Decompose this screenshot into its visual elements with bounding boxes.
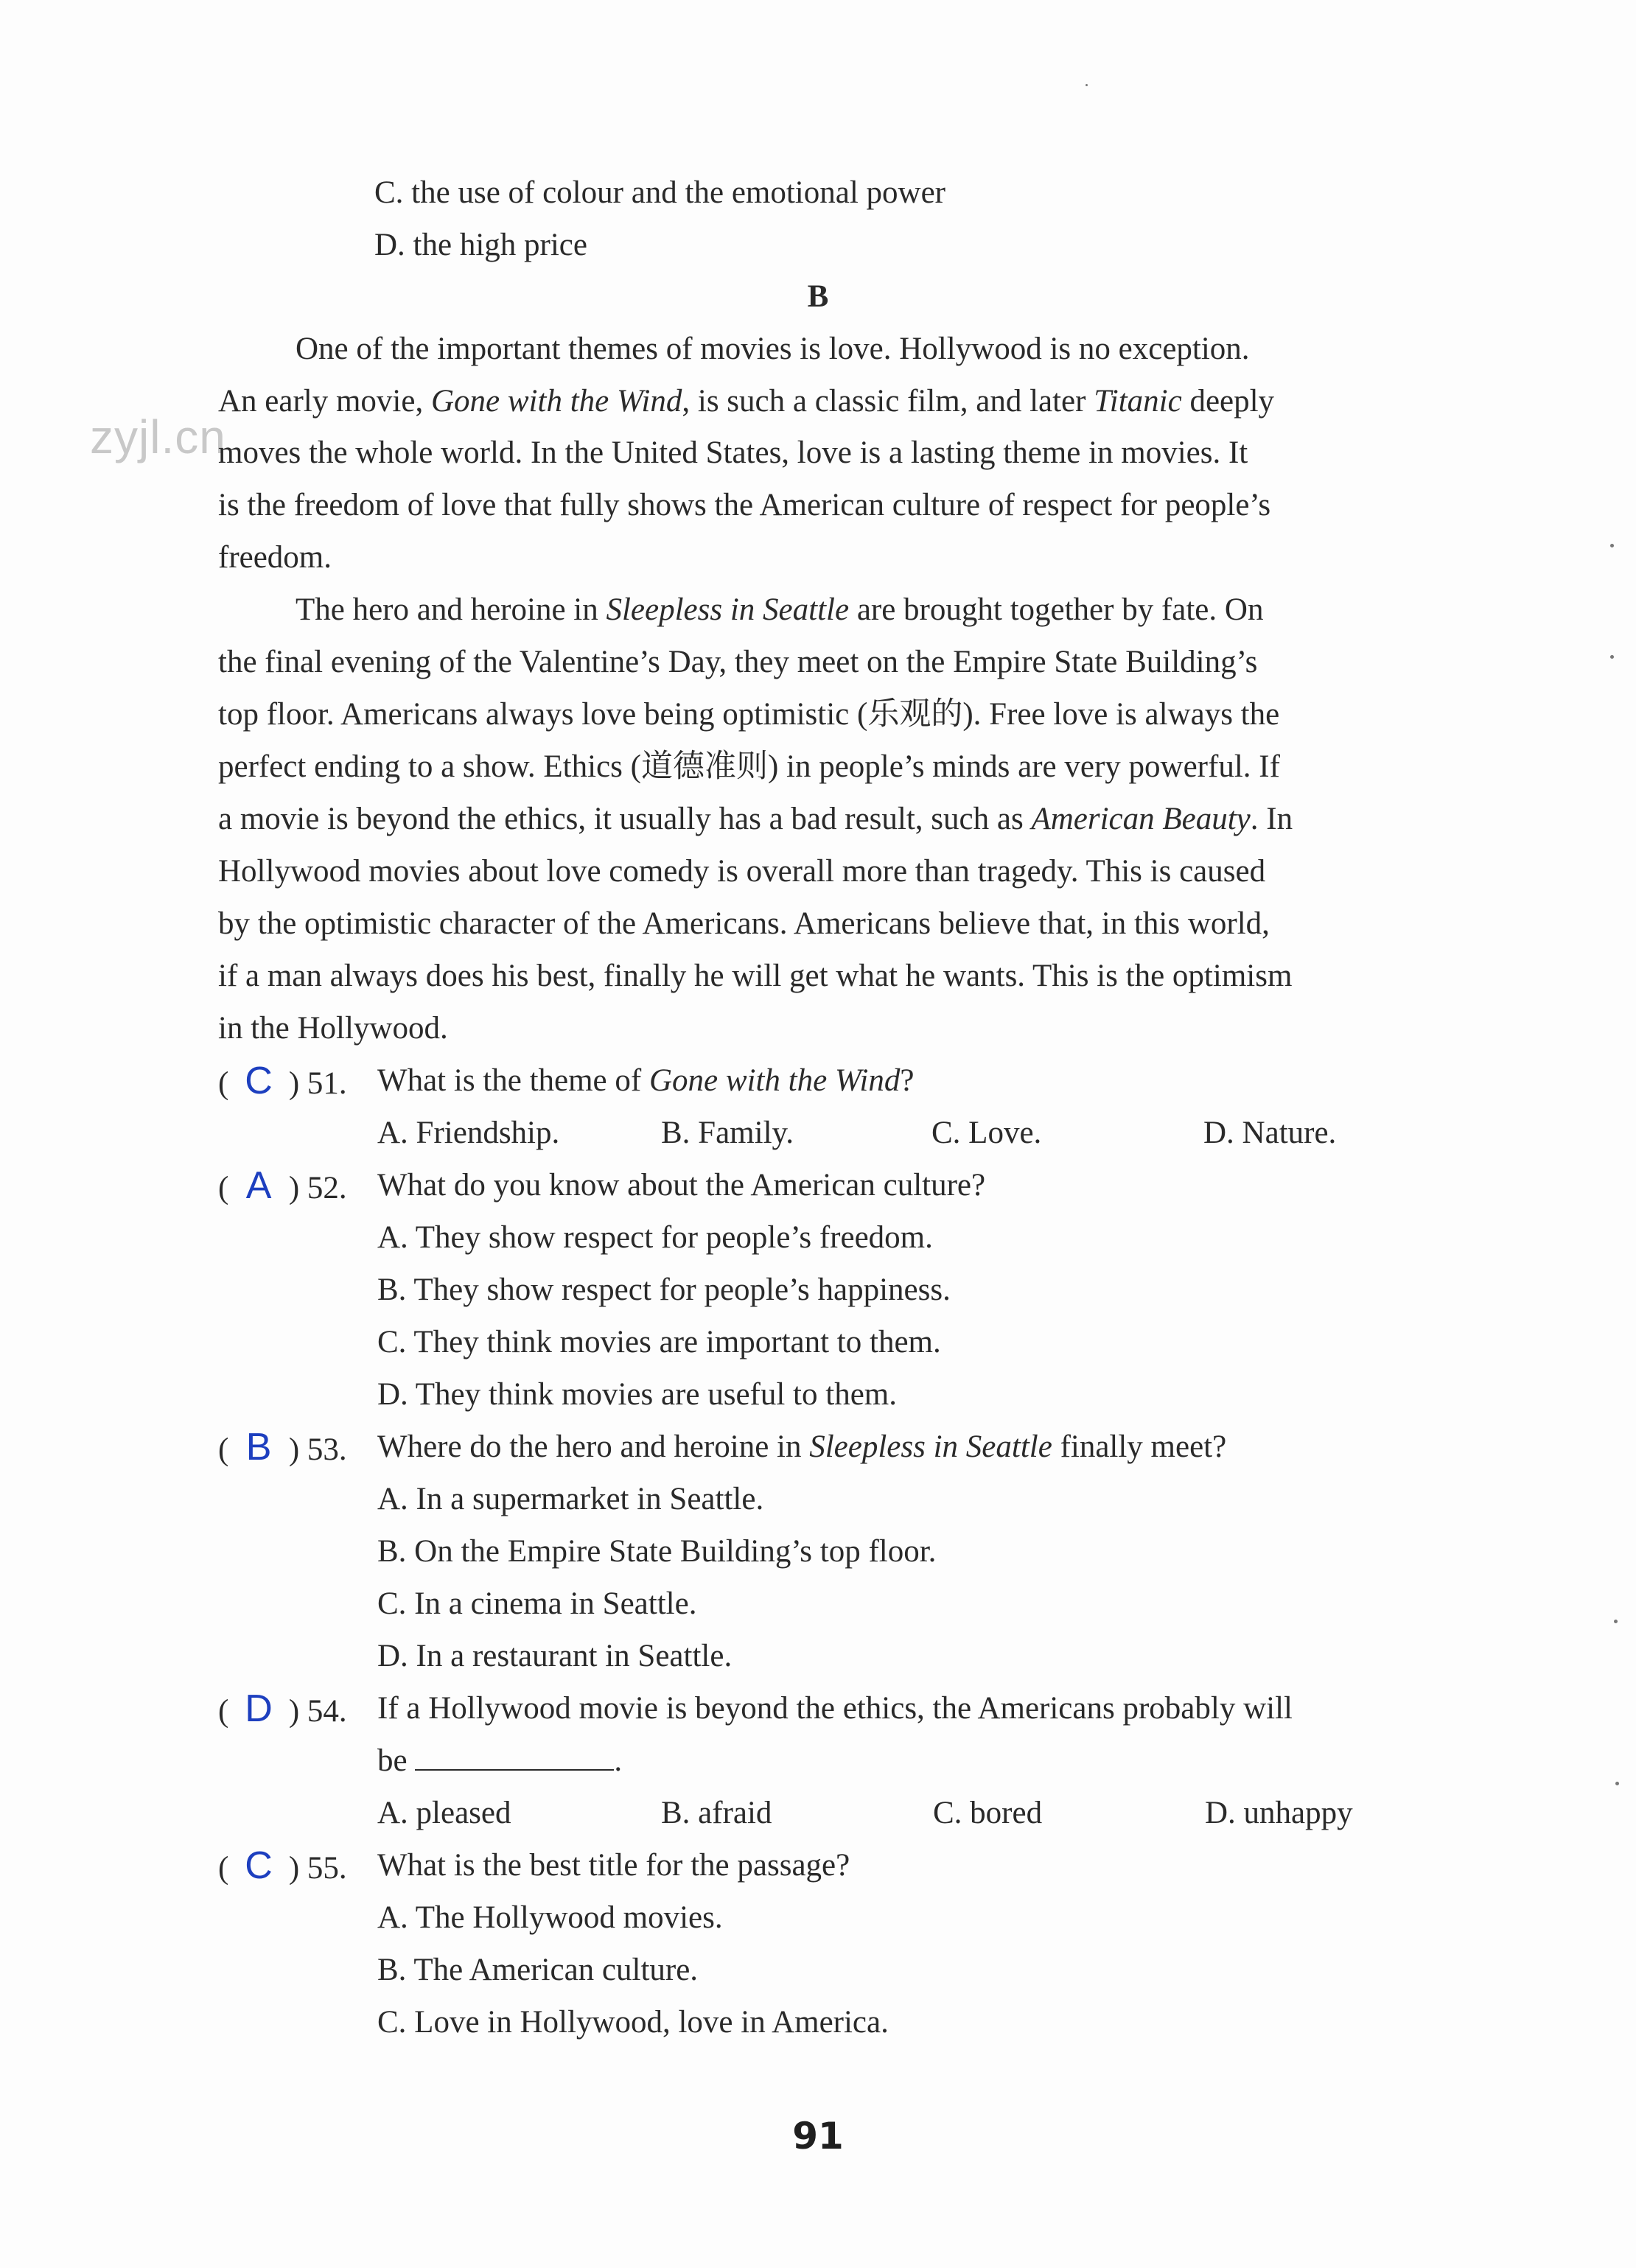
passage-p2-line5: a movie is beyond the ethics, it usually has a bad result, such as American Beauty. In [218, 802, 1293, 836]
scan-speck [1614, 1620, 1618, 1623]
question-52-option-c: C. They think movies are important to them. [377, 1325, 941, 1359]
question-54-option-b: B. afraid [661, 1796, 772, 1830]
question-54-option-a: A. pleased [377, 1796, 511, 1830]
question-51-option-d: D. Nature. [1203, 1116, 1337, 1150]
passage-p2-line8: if a man always does his best, finally he will get what he wants. This is the optimism [218, 959, 1293, 993]
answer-blank [415, 1740, 614, 1771]
answer-mark: A [245, 1164, 272, 1207]
question-53-option-a: A. In a supermarket in Seattle. [377, 1482, 764, 1516]
question-52-option-b: B. They show respect for people’s happiness. [377, 1273, 951, 1307]
question-number: 52. [307, 1171, 347, 1205]
question-55-answer-slot: ( C ) 55. [218, 1844, 347, 1887]
scan-speck [1610, 655, 1614, 659]
question-55-option-c: C. Love in Hollywood, love in America. [377, 2005, 889, 2040]
scan-speck [1086, 84, 1088, 86]
answer-mark: C [245, 1844, 273, 1887]
question-51-stem: What is the theme of Gone with the Wind? [377, 1063, 915, 1098]
section-heading: B [807, 279, 829, 314]
question-52-answer-slot: ( A ) 52. [218, 1164, 347, 1207]
question-51-option-a: A. Friendship. [377, 1116, 560, 1150]
question-52-stem: What do you know about the American culture? [377, 1168, 986, 1203]
prev-option-d: D. the high price [374, 228, 587, 262]
passage-p2-line1: The hero and heroine in Sleepless in Seattle are brought together by fate. On [296, 592, 1264, 627]
question-number: 54. [307, 1694, 347, 1729]
passage-p1-line2: An early movie, Gone with the Wind, is such a classic film, and later Titanic deeply [218, 384, 1275, 419]
question-54-stem-line2: be . [377, 1739, 622, 1783]
question-51-option-b: B. Family. [661, 1116, 794, 1150]
question-52-option-d: D. They think movies are useful to them. [377, 1377, 897, 1412]
question-54-option-c: C. bored [933, 1796, 1043, 1830]
passage-p2-line9: in the Hollywood. [218, 1011, 448, 1046]
question-51-option-c: C. Love. [931, 1116, 1042, 1150]
question-52-option-a: A. They show respect for people’s freedom. [377, 1220, 933, 1255]
page-number: 91 [792, 2115, 844, 2157]
watermark: zyjl.cn [90, 410, 226, 463]
answer-mark: B [245, 1426, 272, 1469]
passage-p2-line3: top floor. Americans always love being optimistic (乐观的). Free love is always the [218, 697, 1280, 732]
question-55-option-b: B. The American culture. [377, 1953, 699, 1987]
passage-p2-line6: Hollywood movies about love comedy is overall more than tragedy. This is caused [218, 854, 1266, 889]
question-54-stem-line1: If a Hollywood movie is beyond the ethics, the Americans probably will [377, 1691, 1293, 1726]
question-number: 51. [307, 1066, 347, 1101]
question-53-option-c: C. In a cinema in Seattle. [377, 1586, 697, 1621]
passage-p2-line4: perfect ending to a show. Ethics (道德准则) in people’s minds are very powerful. If [218, 749, 1280, 784]
question-number: 53. [307, 1432, 347, 1467]
question-55-stem: What is the best title for the passage? [377, 1848, 850, 1883]
scan-speck [1615, 1782, 1619, 1785]
passage-p1-line3: moves the whole world. In the United States, love is a lasting theme in movies. It [218, 435, 1248, 470]
question-51-answer-slot: ( C ) 51. [218, 1060, 347, 1102]
passage-p2-line7: by the optimistic character of the Americans. Americans believe that, in this world, [218, 906, 1270, 941]
question-number: 55. [307, 1851, 347, 1886]
answer-mark: C [245, 1060, 273, 1102]
passage-p1-line5: freedom. [218, 540, 332, 575]
question-55-option-a: A. The Hollywood movies. [377, 1900, 723, 1935]
question-53-answer-slot: ( B ) 53. [218, 1426, 347, 1469]
passage-p1-line4: is the freedom of love that fully shows the American culture of respect for people’s [218, 488, 1271, 522]
answer-mark: D [245, 1687, 273, 1730]
question-54-answer-slot: ( D ) 54. [218, 1687, 347, 1730]
prev-option-c: C. the use of colour and the emotional power [374, 175, 945, 210]
scan-speck [1610, 544, 1614, 547]
question-53-option-b: B. On the Empire State Building’s top floor. [377, 1534, 937, 1569]
passage-p1-line1: One of the important themes of movies is love. Hollywood is no exception. [296, 332, 1250, 366]
question-54-option-d: D. unhappy [1205, 1796, 1353, 1830]
question-53-option-d: D. In a restaurant in Seattle. [377, 1639, 733, 1673]
question-53-stem: Where do the hero and heroine in Sleepless in Seattle finally meet? [377, 1429, 1227, 1464]
passage-p2-line2: the final evening of the Valentine’s Day, they meet on the Empire State Building’s [218, 645, 1258, 679]
